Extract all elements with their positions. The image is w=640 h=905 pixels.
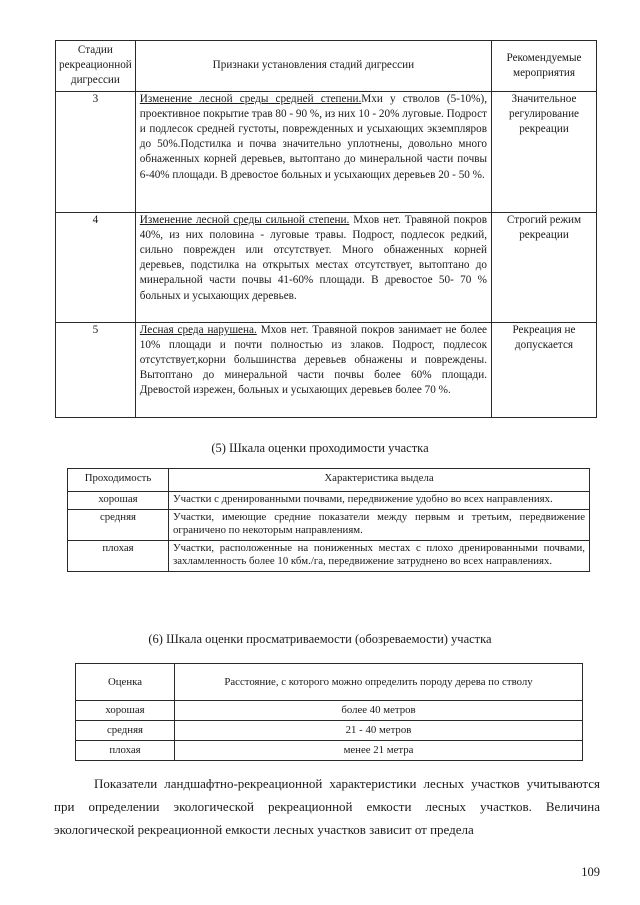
stage-text: Мхи у стволов (5-10%), проективное покрытие трав 80 - 90 %, из них 10 - 20% луговые. Подрост и подлесок средней густоты, поврежденных и усыхающих экземпляров до 50%.Подстилка и почва значительно уплотнены, довольно много обнаженных корней деревьев, вытоптано до минеральной части почвы 6-40% площади. В древостое больных и усыхающих деревьев 20 - 50 %. bbox=[139, 92, 487, 181]
table-row bbox=[56, 91, 597, 212]
table-row bbox=[68, 509, 590, 540]
table-row bbox=[76, 701, 583, 721]
table-row bbox=[76, 741, 583, 761]
body-paragraph bbox=[54, 772, 600, 841]
table-row bbox=[76, 721, 583, 741]
stage-description bbox=[135, 322, 491, 417]
paragraph-text: Показатели ландшафтно-рекреационной характеристики лесных участков учитываются при определении экологической рекреационной емкости лесных участков. Величина экологической рекреационной емкости лесных участков зависит от предела bbox=[54, 776, 600, 837]
visibility-caption: (6) Шкала оценки просматриваемости (обозреваемости) участка bbox=[148, 632, 492, 646]
stage-description bbox=[135, 91, 491, 212]
header-measures: Рекомендуемые мероприятия bbox=[492, 41, 597, 92]
header-distance: Расстояние, с которого можно определить породу дерева по стволу bbox=[175, 664, 583, 701]
stage-title: Изменение лесной среды средней степени. bbox=[139, 92, 362, 105]
stage-measure: Рекреация не допускается bbox=[492, 322, 597, 417]
passability-text: Участки с дренированными почвами, передвижение удобно во всех направлениях. bbox=[169, 492, 590, 510]
stage-description bbox=[135, 212, 491, 322]
passability-table bbox=[67, 468, 590, 572]
visibility-distance: менее 21 метра bbox=[175, 741, 583, 761]
table-header-row bbox=[68, 469, 590, 492]
table-row bbox=[68, 492, 590, 510]
table-header-row bbox=[76, 664, 583, 701]
header-signs: Признаки установления стадий дигрессии bbox=[135, 41, 491, 92]
stage-title: Изменение лесной среды сильной степени. bbox=[139, 213, 350, 226]
visibility-grade: средняя bbox=[76, 721, 175, 741]
digression-stages-table bbox=[55, 40, 597, 418]
stage-title: Лесная среда нарушена. bbox=[139, 323, 257, 336]
passability-grade: хорошая bbox=[68, 492, 169, 510]
stage-number: 4 bbox=[56, 212, 136, 322]
stage-measure: Значительное регулирование рекреации bbox=[492, 91, 597, 212]
passability-grade: средняя bbox=[68, 509, 169, 540]
header-characteristic: Характеристика выдела bbox=[169, 469, 590, 492]
stage-measure: Строгий режим рекреации bbox=[492, 212, 597, 322]
visibility-grade: хорошая bbox=[76, 701, 175, 721]
passability-text: Участки, расположенные на пониженных местах с плохо дренированными почвами, захламленность более 10 кбм./га, передвижение затруднено во всех направлениях. bbox=[169, 540, 590, 571]
visibility-grade: плохая bbox=[76, 741, 175, 761]
table-row bbox=[68, 540, 590, 571]
passability-text: Участки, имеющие средние показатели между первым и третьим, передвижение ограничено по некоторым направлениям. bbox=[169, 509, 590, 540]
table-row bbox=[56, 322, 597, 417]
stage-text: Мхов нет. Травяной покров занимает не более 10% площади и почти полностью из злаков. Подрост, подлесок отсутствует,корни большинства деревьев обнажены и повреждены. Вытоптано до минеральной части почвы более 60% площади. Древостой изрежен, больных и усыхающих деревьев более 70 %. bbox=[139, 323, 487, 397]
header-stage: Стадии рекреационной дигрессии bbox=[56, 41, 136, 92]
visibility-table bbox=[75, 663, 583, 761]
stage-number: 5 bbox=[56, 322, 136, 417]
page-number: 109 bbox=[581, 865, 600, 879]
table-row bbox=[56, 212, 597, 322]
table-header-row bbox=[56, 41, 597, 92]
stage-text: Мхов нет. Травяной покров 40%, из них половина - луговые травы. Подрост, подлесок редкий, сильно поврежден или отсутствует. Много обнаженных корней деревьев, подстилка на открытых местах отсутствует, вытоптано до минеральной части почвы 41-60% площади. В древостое 50- 70 % больных и усыхающих деревьев. bbox=[139, 213, 487, 302]
passability-caption: (5) Шкала оценки проходимости участка bbox=[211, 441, 429, 455]
header-passability: Проходимость bbox=[68, 469, 169, 492]
passability-grade: плохая bbox=[68, 540, 169, 571]
header-grade: Оценка bbox=[76, 664, 175, 701]
visibility-distance: 21 - 40 метров bbox=[175, 721, 583, 741]
stage-number: 3 bbox=[56, 91, 136, 212]
visibility-distance: более 40 метров bbox=[175, 701, 583, 721]
